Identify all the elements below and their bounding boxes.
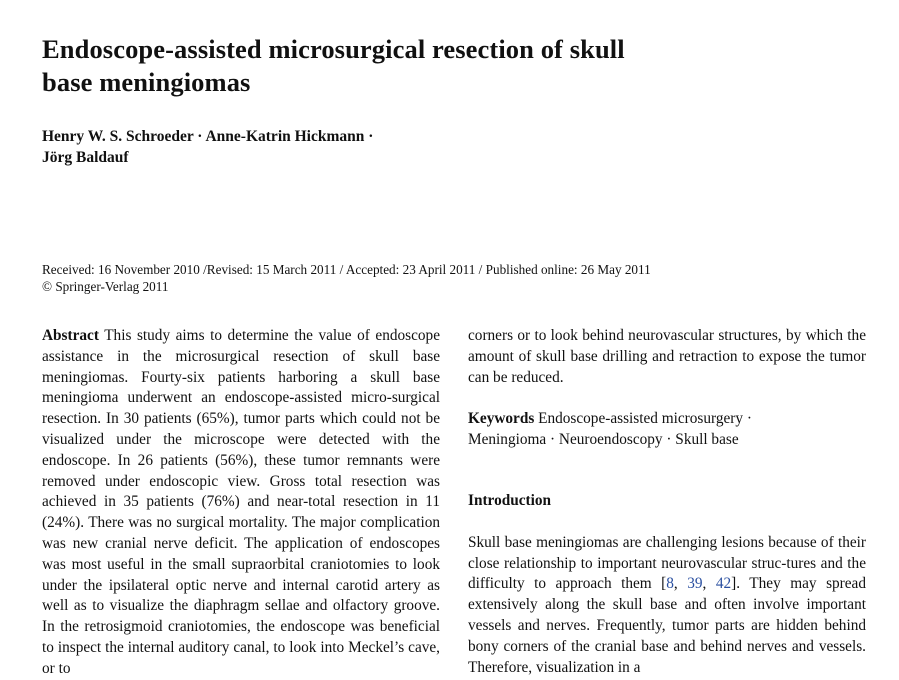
citation-link[interactable]: 39: [687, 575, 703, 593]
authors-line: Henry W. S. Schroeder · Anne-Katrin Hickmann ·: [42, 128, 374, 145]
citation-link[interactable]: 8: [666, 575, 674, 593]
keywords-block: [468, 409, 866, 451]
citation-link[interactable]: 42: [715, 575, 732, 593]
publication-history: [42, 261, 651, 295]
left-column: [42, 326, 440, 680]
authors-line: Jörg Baldauf: [42, 149, 129, 166]
intro-text: Skull base meningiomas are challenging lesions because of their close relationship to important neurovascular struc-tures and the difficulty to approach them [: [468, 533, 866, 593]
dates-line: Received: 16 November 2010 /Revised: 15 March 2011 / Accepted: 23 April 2011 / Published online: 26 May 2011: [42, 262, 651, 277]
section-heading-introduction: Introduction: [468, 491, 552, 509]
keywords-text: Endoscope-assisted microsurgery ·: [534, 410, 752, 428]
introduction-paragraph: [468, 533, 866, 679]
intro-text: ]. They may spread extensively along the skull base and often involve important vessels and nerves. Frequently, tumor parts are hidden behind bony corners of the cranial base and behind nerves and vessels. Therefore, visualization in a: [468, 575, 866, 676]
keywords-label: Keywords: [468, 410, 535, 428]
abstract-text: This study aims to determine the value of endoscope assistance in the microsurgical resection of skull base meningiomas. Fourty-six patients harboring a skull base meningioma underwent an endoscope-assisted micro-surgical resection. In 30 patients (65%), tumor parts which could not be visualized under the microscope were detected with the endoscope. In 26 patients (56%), these tumor remnants were removed under endoscopic view. Gross total resection was achieved in 35 patients (76%) and near-total resection in 11 (24%). There was no surgical mortality. The major complication was new cranial nerve deficit. The application of endoscopes was most useful in the small supraorbital craniotomies to look under the ipsilateral optic nerve and internal carotid artery as well as to visualize the diaphragm sellae and olfactory groove. In the retrosigmoid craniotomies, the endoscope was beneficial to inspect the internal auditory canal, to look into Meckel’s cave, or to: [42, 327, 440, 677]
title-line: Endoscope-assisted microsurgical resection of skull: [42, 34, 625, 64]
author-list: [42, 126, 373, 168]
copyright-line: © Springer-Verlag 2011: [42, 279, 169, 294]
citation-separator: ,: [673, 575, 688, 593]
citation-separator: ,: [702, 575, 716, 593]
title-line: base meningiomas: [42, 67, 251, 97]
abstract-label: Abstract: [42, 327, 99, 344]
abstract-paragraph: [42, 326, 440, 680]
article-title: [42, 33, 742, 99]
keywords-line: [468, 409, 866, 430]
abstract-continued: corners or to look behind neurovascular structures, by which the amount of skull base drilling and retraction to expose the tumor can be reduced.: [468, 327, 866, 386]
right-column: [468, 326, 866, 678]
keywords-line: Meningioma · Neuroendoscopy · Skull base: [468, 431, 739, 449]
